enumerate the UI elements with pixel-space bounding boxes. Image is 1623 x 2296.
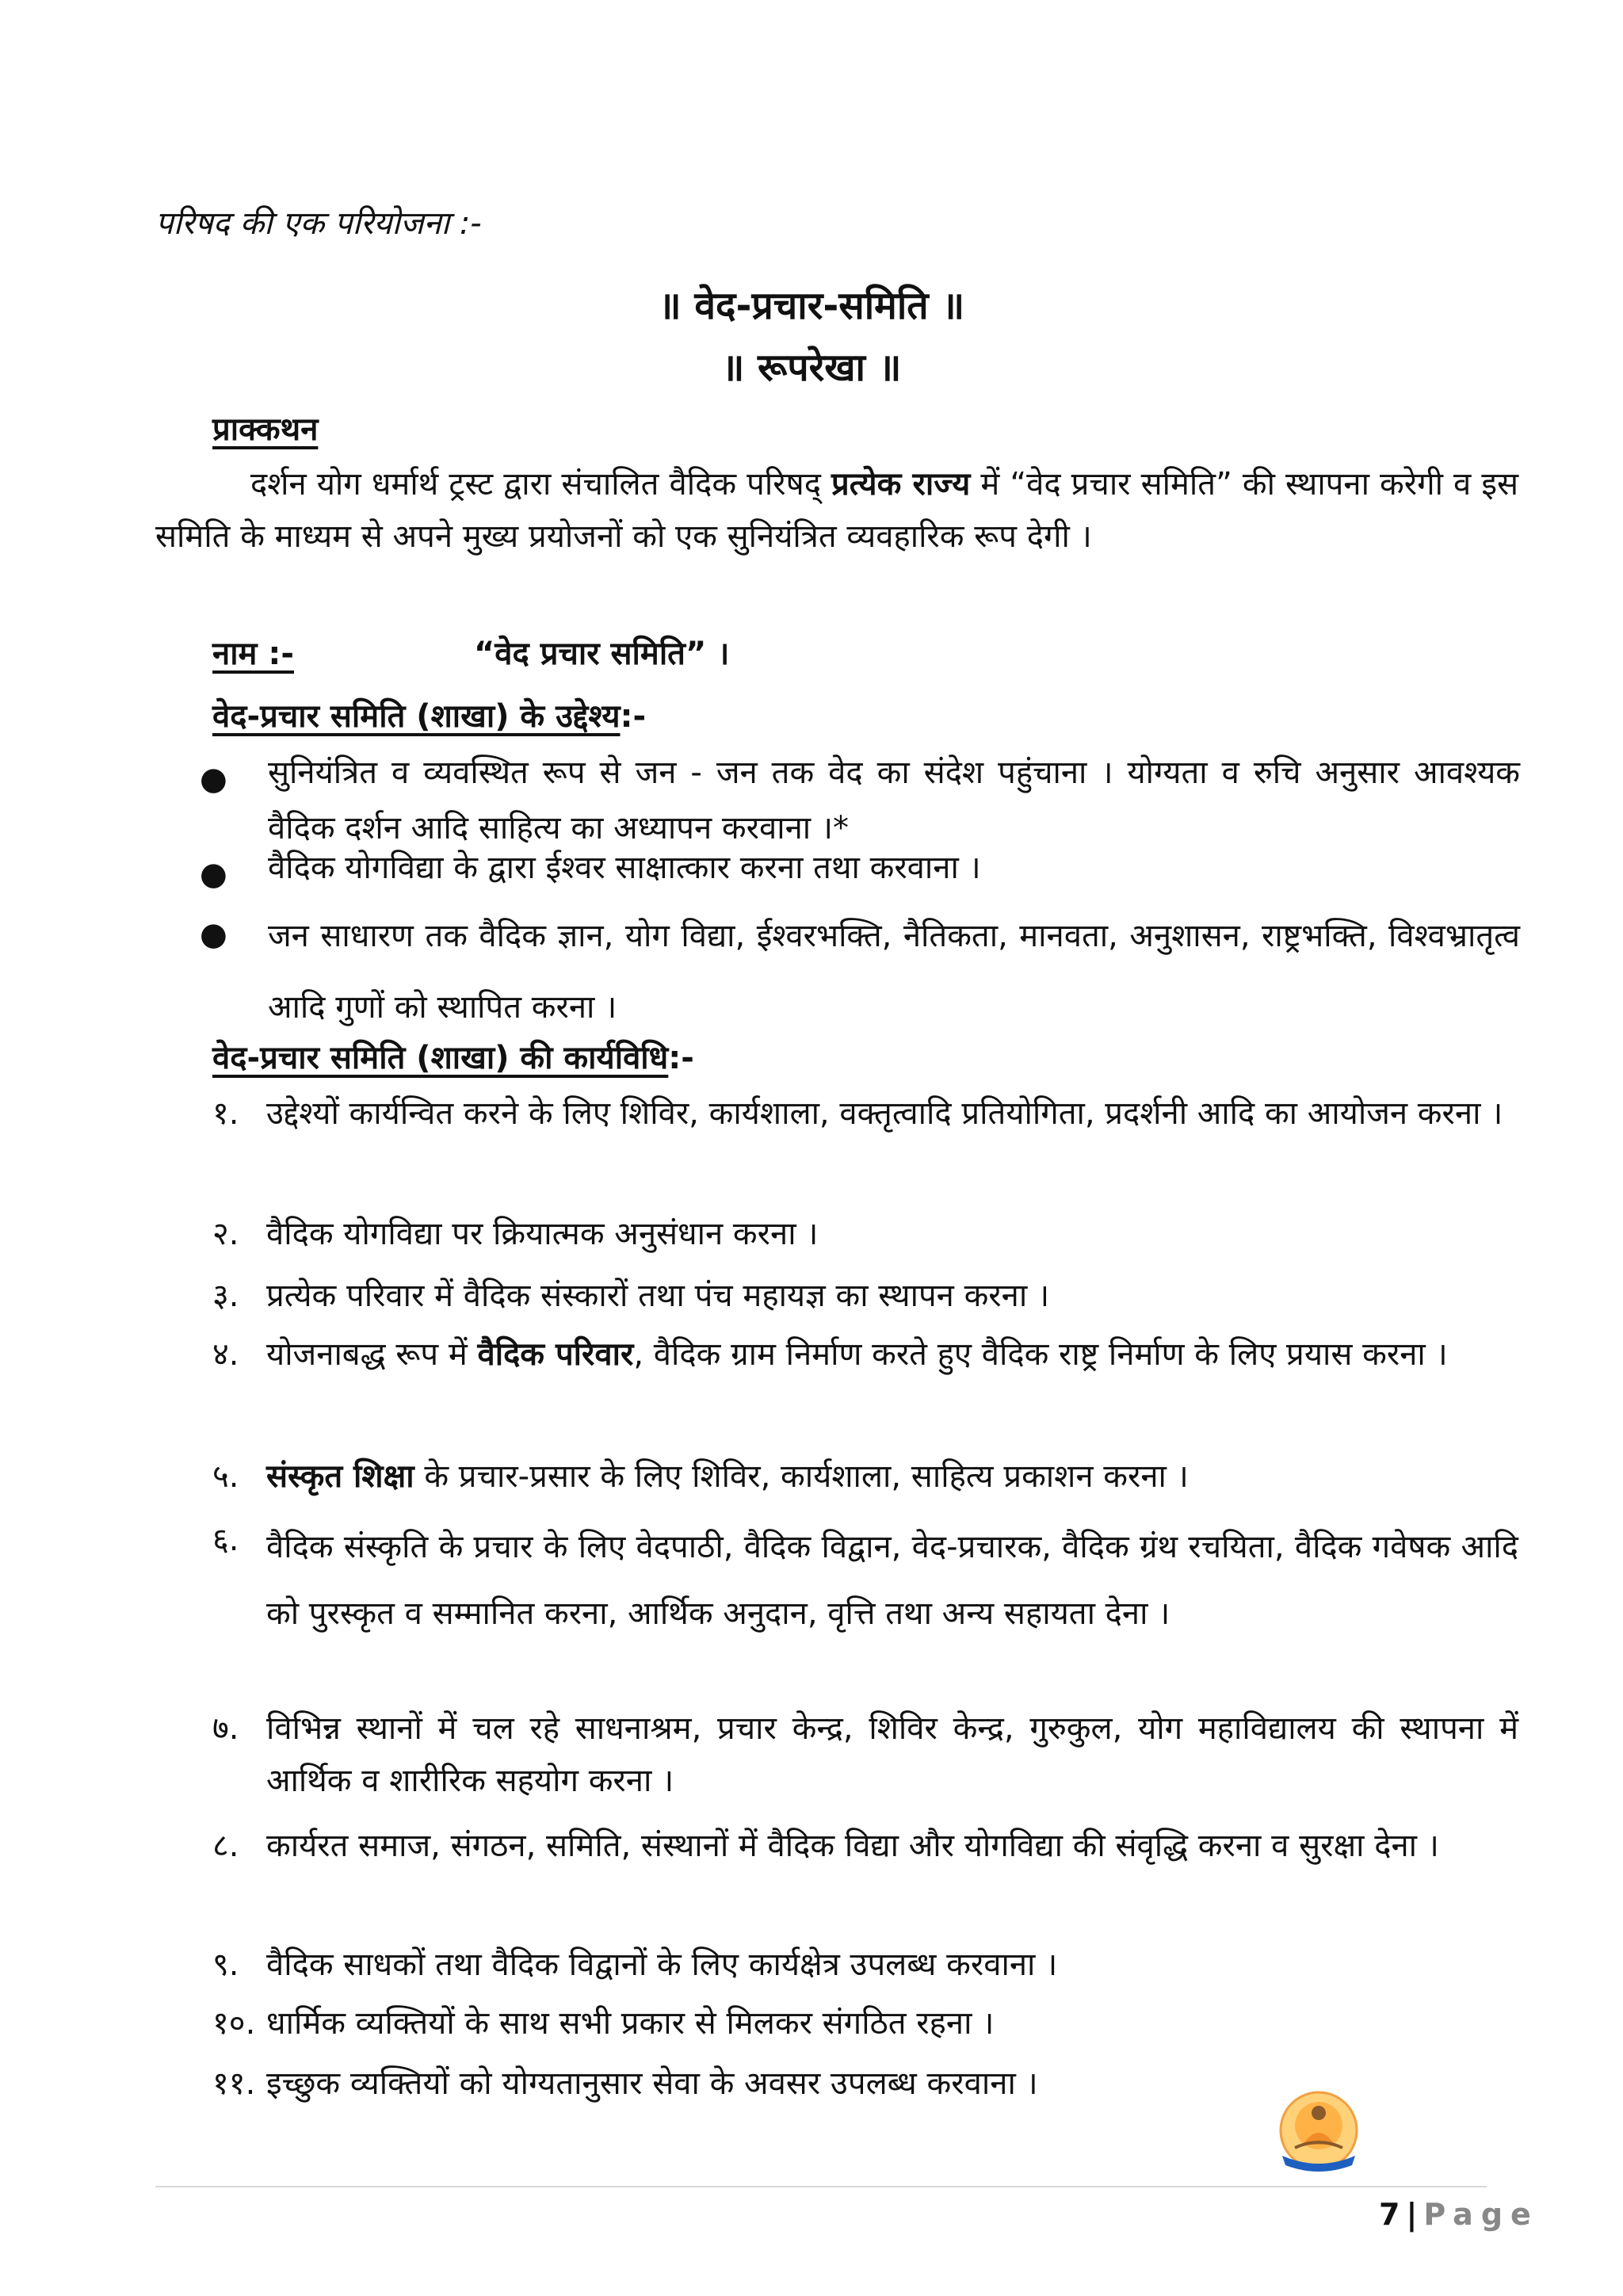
name-label: नाम :-	[212, 636, 295, 672]
method-heading-suffix: :-	[668, 1040, 694, 1076]
footer-separator: |	[1406, 2197, 1418, 2232]
item-number: १०.	[212, 2005, 256, 2042]
item-text: कार्यरत समाज, संगठन, समिति, संस्थानों में वैदिक विद्या और योगविद्या की संवृद्धि करना व सुरक्षा देना ।	[266, 1828, 1439, 1864]
item-number: १.	[212, 1095, 239, 1132]
page-word: Page	[1423, 2197, 1539, 2232]
item-number: ११.	[212, 2065, 256, 2102]
prelude-text-2: में “वेद प्रचार समिति” की स्थापना करेगी व इस समिति के माध्यम से अपने मुख्य प्रयोजनों को एक सुनियंत्रित व्यवहारिक रूप देगी ।	[155, 466, 1519, 555]
page-number: 7	[1379, 2197, 1400, 2232]
objective-text: सुनियंत्रित व व्यवस्थित रूप से जन - जन तक वेद का संदेश पहुंचाना । योग्यता व रुचि अनुसार आवश्यक वैदिक दर्शन आदि साहित्य का अध्यापन करवाना ।*	[268, 755, 1520, 846]
item-number: ९.	[212, 1946, 239, 1983]
item-text: विभिन्न स्थानों में चल रहे साधनाश्रम, प्रचार केन्द्र, शिविर केन्द्र, गुरुकुल, योग महाविद्यालय की स्थापना में आर्थिक व शारीरिक सहयोग करना ।	[266, 1710, 1518, 1799]
item-text: योजनाबद्ध रूप में वैदिक परिवार, वैदिक ग्राम निर्माण करते हुए वैदिक राष्ट्र निर्माण के लिए प्रयास करना ।	[266, 1336, 1448, 1373]
prelude-text-1: दर्शन योग धर्मार्थ ट्रस्ट द्वारा संचालित वैदिक परिषद्	[250, 466, 832, 502]
footer-divider	[155, 2186, 1487, 2187]
intro-line: परिषद की एक परियोजना :-	[155, 205, 482, 242]
method-heading-text: वेद-प्रचार समिति (शाखा) की कार्यविधि	[212, 1040, 669, 1076]
item-number: ४.	[212, 1336, 239, 1373]
item-number: ६.	[212, 1522, 239, 1558]
prelude-heading: प्राक्कथन	[212, 411, 319, 448]
prelude-bold-text: प्रत्येक राज्य	[831, 466, 971, 502]
objectives-heading	[212, 693, 646, 736]
page-number-footer	[1379, 2197, 1539, 2232]
name-value: “वेद प्रचार समिति” ।	[474, 636, 730, 672]
name-row	[212, 630, 730, 674]
item-text: संस्कृत शिक्षा के प्रचार-प्रसार के लिए शिविर, कार्यशाला, साहित्य प्रकाशन करना ।	[266, 1458, 1189, 1495]
item-text: वैदिक संस्कृति के प्रचार के लिए वेदपाठी, वैदिक विद्वान, वेद-प्रचारक, वैदिक ग्रंथ रचयिता, वैदिक गवेषक आदि को पुरस्कृत व सम्मानित करना, आर्थिक अनुदान, वृत्ति तथा अन्य सहायता देना ।	[266, 1529, 1518, 1632]
objectives-heading-text: वेद-प्रचार समिति (शाखा) के उद्देश्य	[212, 698, 621, 735]
bullet-icon: ●	[200, 856, 227, 892]
item-number: २.	[212, 1216, 239, 1252]
item-number: ३.	[212, 1278, 239, 1314]
objective-text: जन साधारण तक वैदिक ज्ञान, योग विद्या, ईश्वरभक्ति, नैतिकता, मानवता, अनुशासन, राष्ट्रभक्ति, विश्वभ्रातृत्व आदि गुणों को स्थापित करना ।	[268, 918, 1520, 1026]
objective-text: वैदिक योगविद्या के द्वारा ईश्वर साक्षात्कार करना तथा करवाना ।	[268, 850, 981, 886]
item-number: ७.	[212, 1710, 239, 1747]
item-text: प्रत्येक परिवार में वैदिक संस्कारों तथा पंच महायज्ञ का स्थापन करना ।	[266, 1278, 1050, 1314]
item-number: ८.	[212, 1828, 239, 1864]
item-text: वैदिक योगविद्या पर क्रियात्मक अनुसंधान करना ।	[266, 1216, 819, 1252]
item-text: वैदिक साधकों तथा वैदिक विद्वानों के लिए कार्यक्षेत्र उपलब्ध करवाना ।	[266, 1946, 1058, 1983]
item-text: इच्छुक व्यक्तियों को योग्यतानुसार सेवा के अवसर उपलब्ध करवाना ।	[266, 2065, 1038, 2102]
document-title: ॥ वेद-प्रचार-समिति ॥	[658, 284, 965, 328]
item-text: उद्देश्यों कार्यन्वित करने के लिए शिविर, कार्यशाला, वक्तृत्वादि प्रतियोगिता, प्रदर्शनी आदि का आयोजन करना ।	[266, 1095, 1503, 1132]
objectives-heading-suffix: :-	[620, 698, 647, 735]
bullet-icon: ●	[200, 916, 227, 953]
item-text: धार्मिक व्यक्तियों के साथ सभी प्रकार से मिलकर संगठित रहना ।	[266, 2005, 995, 2042]
organization-logo	[1271, 2089, 1366, 2178]
item-number: ५.	[212, 1458, 239, 1495]
document-subtitle: ॥ रूपरेखा ॥	[721, 346, 902, 390]
method-heading	[212, 1034, 694, 1078]
bullet-icon: ●	[200, 761, 227, 797]
prelude-paragraph	[155, 458, 1518, 563]
